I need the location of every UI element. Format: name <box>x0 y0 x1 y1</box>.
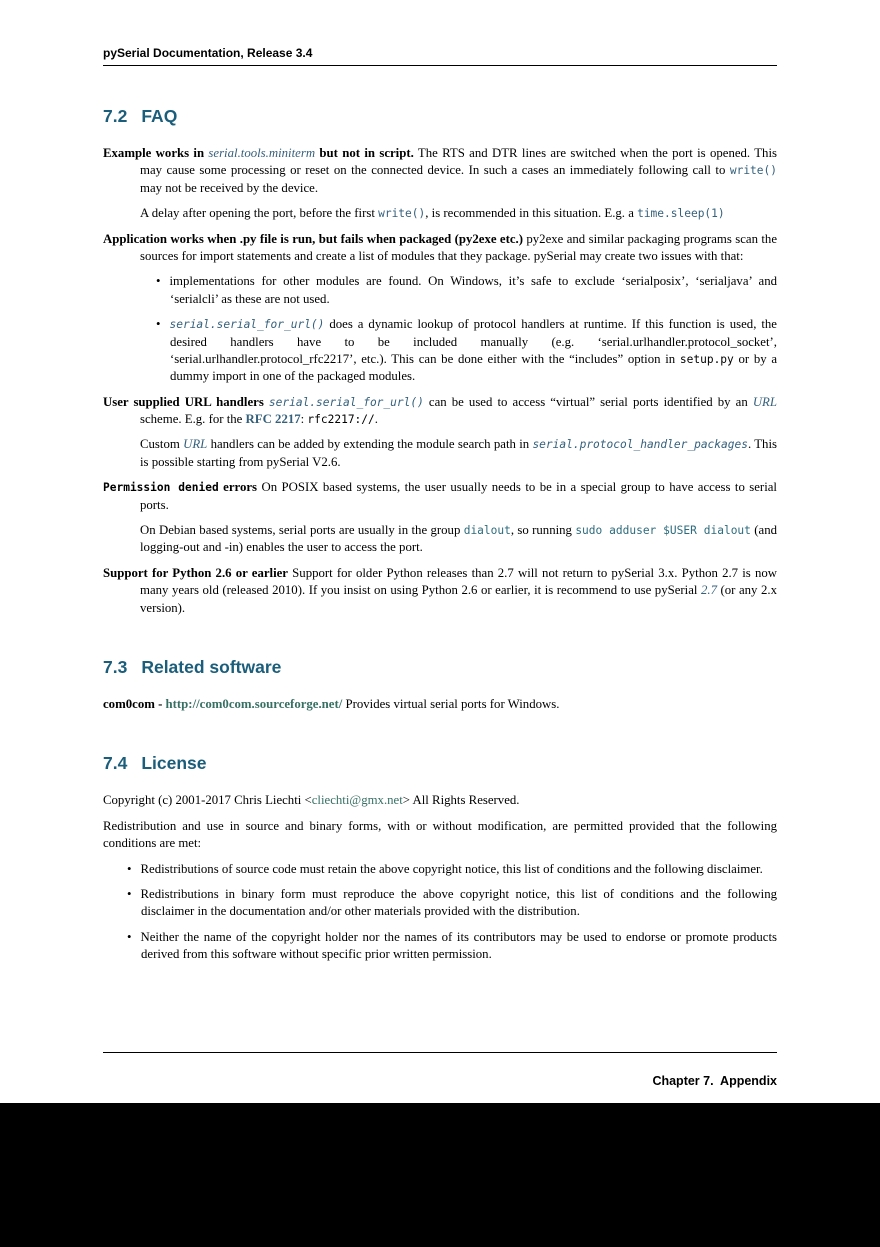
paragraph <box>103 696 777 713</box>
text-run: , so running <box>510 523 576 538</box>
text-run: Example works in <box>103 146 209 160</box>
paragraph <box>103 231 777 266</box>
section-faq <box>103 106 777 617</box>
page-footer <box>103 1052 777 1102</box>
bullet-icon: • <box>156 274 161 289</box>
text-run: Support for Python 2.6 or earlier <box>103 565 288 580</box>
section-number: 7.3 <box>103 656 128 677</box>
link[interactable]: serial.tools.miniterm <box>208 146 316 160</box>
text-run: Redistributions in binary form must reproduce the above copyright notice, this list of conditions and the following disclaimer in the documentation and/or other materials provided with the distribution. <box>140 886 777 919</box>
text-run: py2exe and similar packaging programs scan the sources for import statements and create a list of modules that they package. pySerial may create two issues with that: <box>140 231 777 263</box>
text-run: On Debian based systems, serial ports are usually in the group <box>140 523 464 538</box>
section-heading <box>103 753 777 774</box>
paragraph <box>103 394 777 429</box>
paragraph <box>140 436 777 471</box>
text-run: Custom <box>140 437 184 452</box>
paragraph <box>140 205 777 222</box>
text-run: Application works when .py file is run, but fails when packaged (py2exe etc.) <box>103 231 523 246</box>
paragraph <box>103 565 777 617</box>
text-run: (or any 2.x version). <box>140 583 777 615</box>
bullet-icon: • <box>127 929 132 944</box>
section-license <box>103 753 777 963</box>
link[interactable]: 2.7 <box>700 583 717 598</box>
link[interactable]: write() <box>378 207 426 221</box>
link[interactable]: write() <box>729 164 777 178</box>
section-related-software <box>103 657 777 713</box>
bullet-icon: • <box>127 886 132 901</box>
text-run: Neither the name of the copyright holder nor the names of its contributors may be used to endorse or promote products derived from this software without specific prior written permission. <box>140 929 777 962</box>
link[interactable]: http://com0com.sourceforge.net/ <box>165 696 343 711</box>
link[interactable]: URL <box>752 394 777 409</box>
link[interactable]: time.sleep(1) <box>637 207 725 221</box>
running-header-title: pySerial Documentation, Release 3.4 <box>103 46 313 60</box>
bullet-icon: • <box>127 861 132 876</box>
text-run: or by a dummy import in one of the packaged modules. <box>170 351 778 384</box>
code-span: Permission denied <box>103 481 219 495</box>
text-run: Provides virtual serial ports for Windows. <box>342 696 560 711</box>
section-number: 7.2 <box>103 106 128 126</box>
code-span: dialout <box>463 524 511 538</box>
section-heading <box>103 657 777 678</box>
text-run: scheme. E.g. for the <box>140 412 246 427</box>
link[interactable]: cliechti@gmx.net <box>311 793 403 808</box>
link[interactable]: RFC 2217 <box>245 412 301 427</box>
bullet-item <box>156 316 777 386</box>
text-run: (and logging-out and -in) enables the user to access the port. <box>140 523 777 555</box>
text-run: On POSIX based systems, the user usually needs to be in a special group to have access to serial ports. <box>140 480 777 512</box>
paragraph <box>103 479 777 514</box>
code-span: sudo adduser $USER dialout <box>575 524 751 538</box>
section-number: 7.4 <box>103 753 128 774</box>
text-run: . <box>374 412 378 427</box>
text-run: Redistributions of source code must retain the above copyright notice, this list of conditions and the following disclaimer. <box>140 861 763 876</box>
link[interactable]: serial.serial_for_url() <box>169 318 325 332</box>
link[interactable]: serial.protocol_handler_packages <box>532 438 748 452</box>
bullet-item <box>127 861 777 878</box>
text-run: may not be received by the device. <box>140 180 319 195</box>
bullet-icon: • <box>156 317 161 332</box>
text-run: handlers can be added by extending the module search path in <box>207 437 533 452</box>
text-run: implementations for other modules are found. On Windows, it’s safe to exclude ‘serialposix’, ‘serialjava’ and ‘serialcli’ as these are not used. <box>169 274 777 306</box>
running-header <box>103 46 777 66</box>
text-run: Copyright (c) 2001-2017 Chris Liechti < <box>103 793 312 808</box>
text-run: Support for older Python releases than 2.7 will not return to pySerial 3.x. Python 2.7 is now many years old (released 2010). If you insist on using Python 2.6 or earlier, it is recommend to use pySerial <box>140 565 778 598</box>
text-run: . This is possible starting from pySerial V2.6. <box>140 437 777 469</box>
text-run: can be used to access “virtual” serial ports identified by an <box>423 394 753 409</box>
paragraph <box>140 522 777 557</box>
text-run: : <box>300 412 308 427</box>
section-heading <box>103 106 777 127</box>
bullet-item <box>127 929 777 964</box>
footer-chapter-label: Chapter 7. Appendix <box>652 1074 777 1088</box>
text-run: does a dynamic lookup of protocol handlers at runtime. If this function is used, the desired handlers have to be included manually (e.g. ‘serial.urlhandler.protocol_socket’, ‘serial.urlhandler.protocol_rfc2217’, etc.). This can be done either with the “includes” option in <box>170 317 777 366</box>
bullet-item <box>127 886 777 921</box>
text-run: , is recommended in this situation. E.g. a <box>425 206 638 221</box>
text-run: com0com - <box>103 696 166 711</box>
text-run: > All Rights Reserved. <box>402 793 520 808</box>
section-title: Related software <box>141 656 282 677</box>
text-run: Redistribution and use in source and binary forms, with or without modification, are permitted provided that the following conditions are met: <box>103 818 777 851</box>
section-title: FAQ <box>141 106 178 126</box>
section-title: License <box>141 753 207 774</box>
bullet-item <box>156 273 777 308</box>
paragraph <box>103 818 777 853</box>
link[interactable]: URL <box>183 437 208 452</box>
text-run: but not in script. <box>315 146 414 160</box>
code-span: rfc2217:// <box>307 413 375 427</box>
paragraph <box>103 792 777 809</box>
paragraph <box>103 145 777 197</box>
code-span: setup.py <box>679 352 734 366</box>
text-run: The RTS and DTR lines are switched when the port is opened. This may cause some processing or reset on the connected device. In such a cases an immediately following call to <box>140 146 777 178</box>
document-body <box>103 106 777 964</box>
text-run: User supplied URL handlers <box>103 394 269 409</box>
link[interactable]: serial.serial_for_url() <box>268 395 424 409</box>
text-run: A delay after opening the port, before the first <box>140 206 379 221</box>
text-run: errors <box>218 480 258 495</box>
